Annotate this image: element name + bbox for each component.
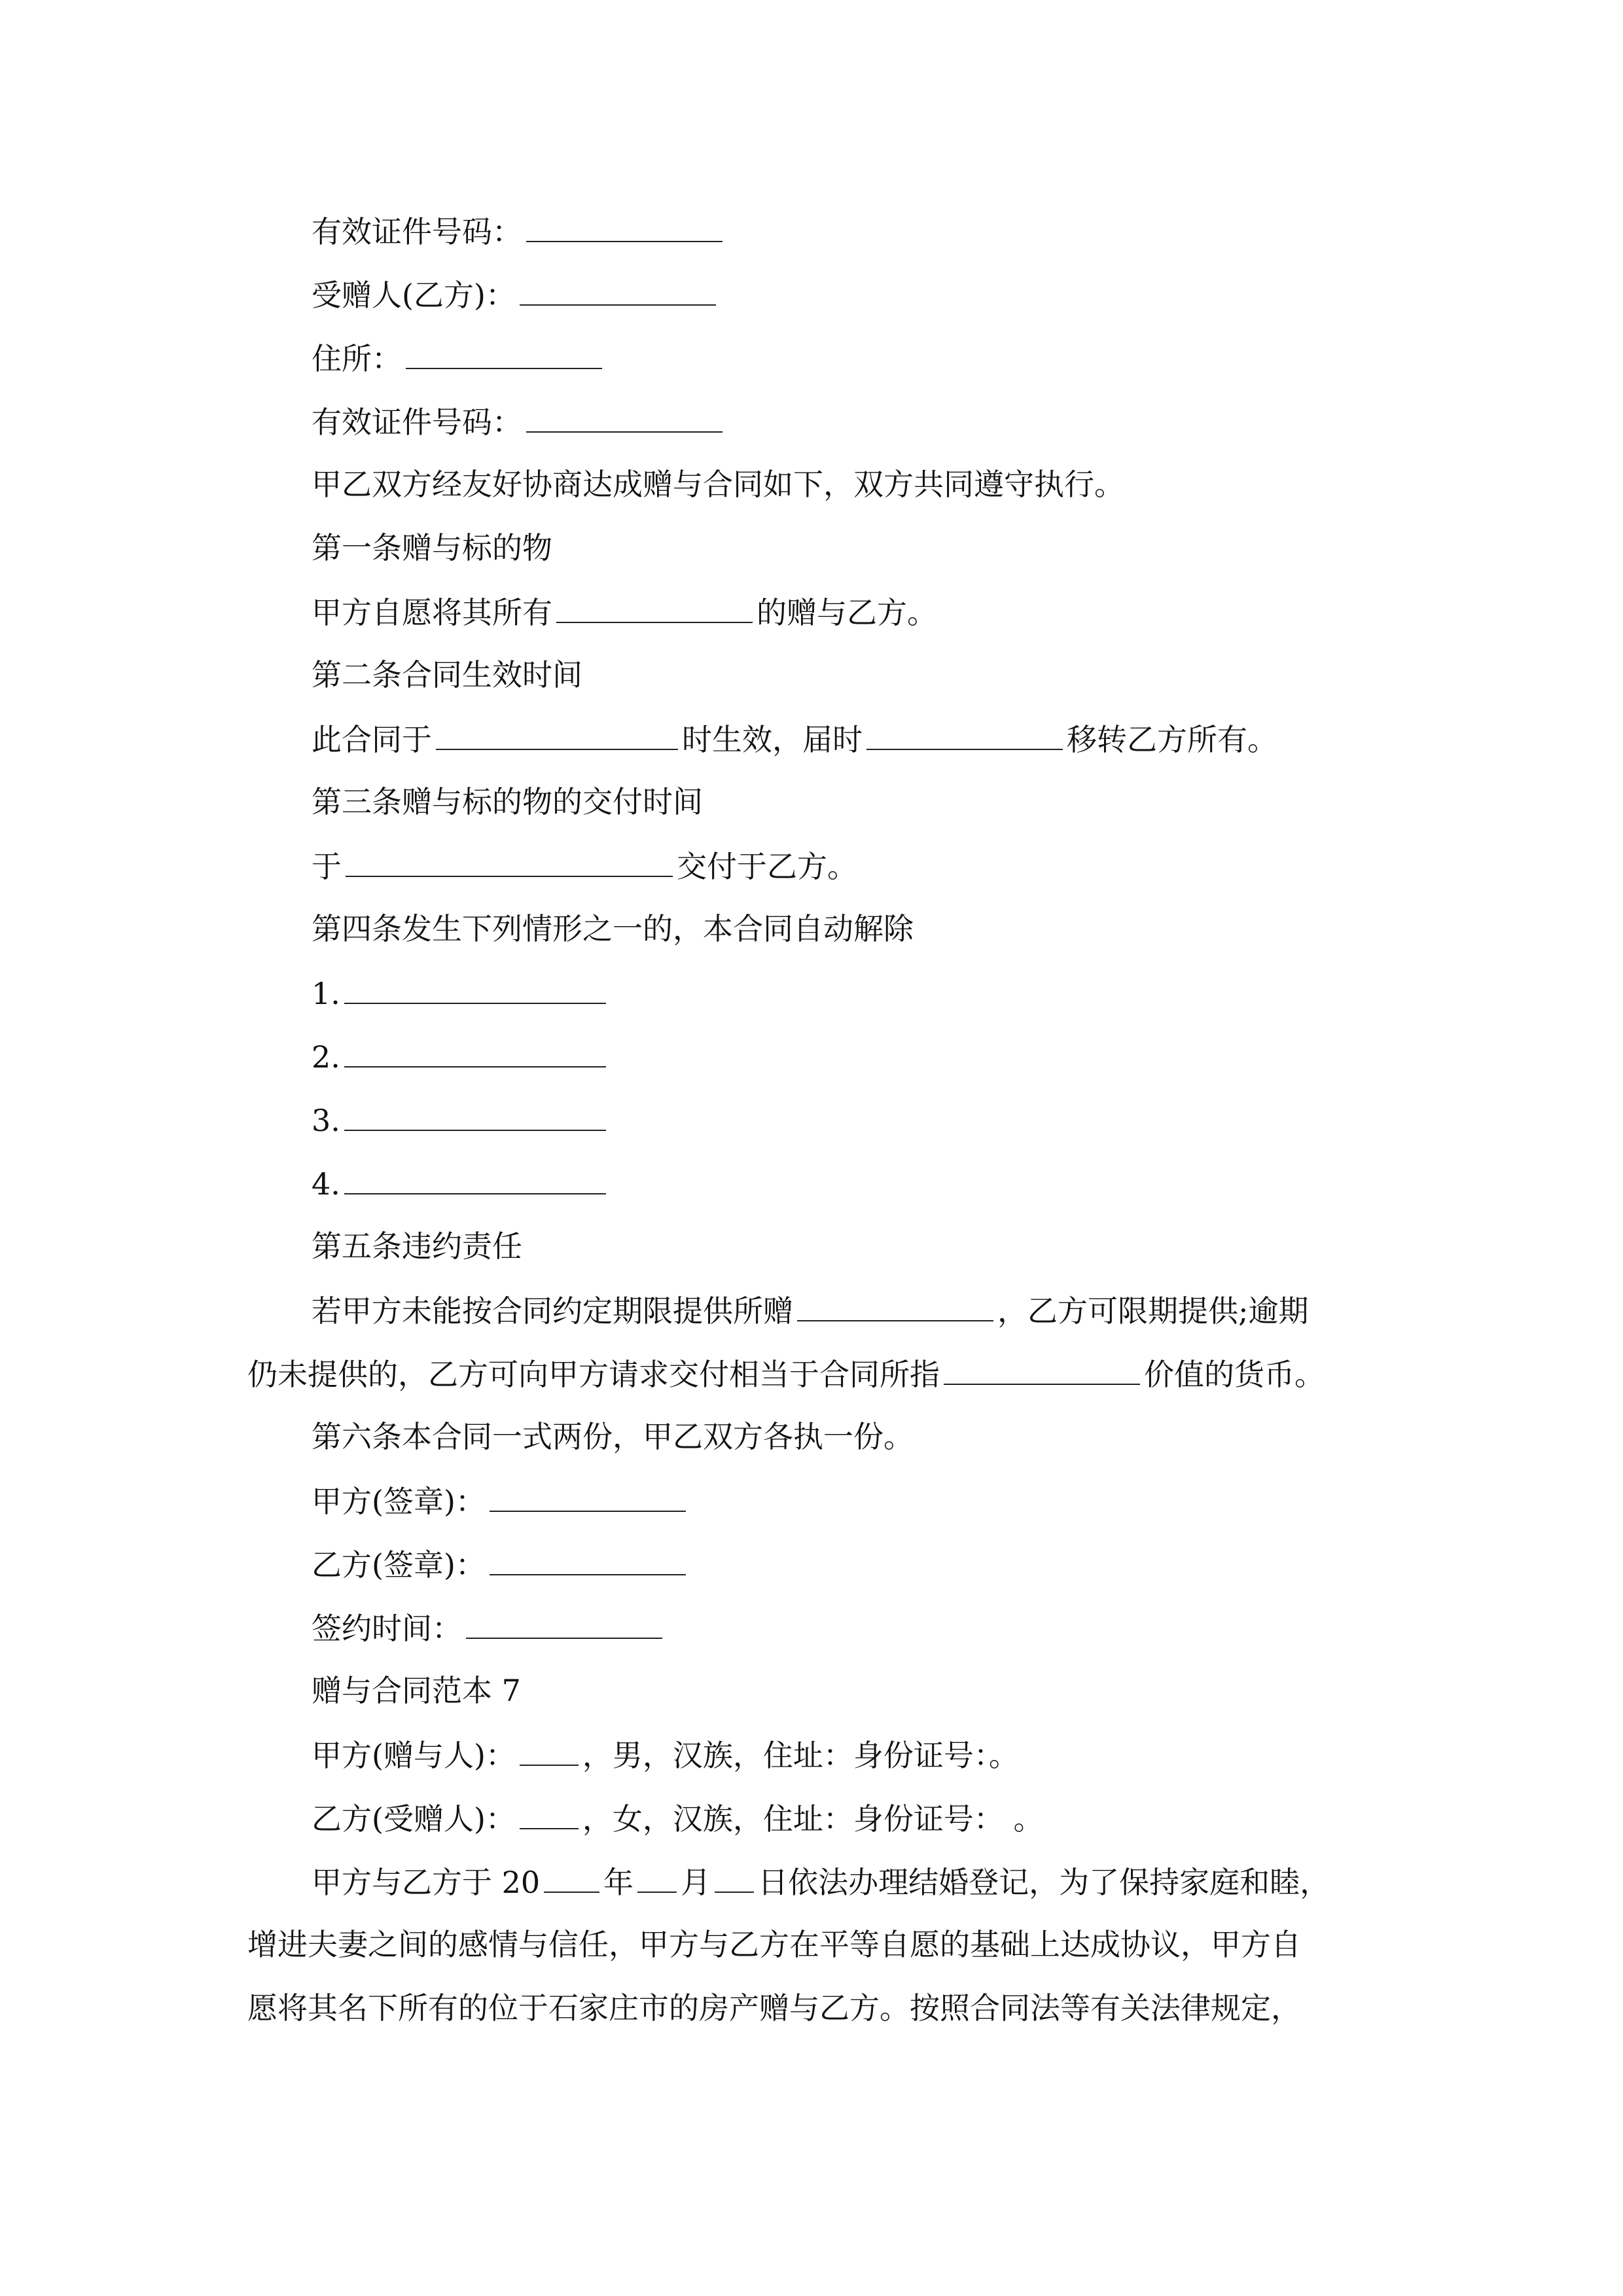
signing-date: 签约时间：: [312, 1607, 666, 1647]
blank-field: [344, 1036, 606, 1067]
line-id-number-donor: 有效证件号码：: [312, 211, 726, 250]
line-id-number-donee: 有效证件号码：: [312, 401, 726, 440]
line-donee: 受赠人(乙方)：: [312, 274, 720, 314]
blank-field: [344, 1163, 606, 1194]
blank-field: [797, 1290, 993, 1321]
blank-field: [544, 1861, 599, 1893]
template-7-body-line-2: 增进夫妻之间的感情与信任，甲方与乙方在平等自愿的基础上达成协议，甲方自: [247, 1927, 1301, 1962]
blank-field: [466, 1607, 662, 1639]
blank-field: [526, 211, 722, 242]
article-4-item-2: 2.: [312, 1036, 610, 1075]
template-7-title: 赠与合同范本 7: [312, 1673, 521, 1708]
article-4-heading: 第四条发生下列情形之一的，本合同自动解除: [312, 911, 914, 946]
article-3-heading: 第三条赠与标的物的交付时间: [312, 784, 703, 819]
article-2-heading: 第二条合同生效时间: [312, 657, 582, 692]
blank-field: [436, 719, 678, 750]
party-a-signature: 甲方(签章)：: [312, 1480, 690, 1520]
blank-field: [944, 1354, 1140, 1385]
blank-field: [344, 1100, 606, 1131]
article-5-body-line-2: 仍未提供的，乙方可向甲方请求交付相当于合同所指 价值的货币。: [247, 1354, 1325, 1393]
article-2-body: 此合同于 时生效，届时 移转乙方所有。: [312, 719, 1277, 758]
blank-field: [520, 274, 716, 306]
line-agreement-intro: 甲乙双方经友好协商达成赠与合同如下，双方共同遵守执行。: [312, 467, 1124, 502]
article-5-heading: 第五条违约责任: [312, 1229, 522, 1264]
blank-field: [866, 719, 1063, 750]
article-3-body: 于 交付于乙方。: [312, 846, 857, 885]
template-7-body-line-3: 愿将其名下所有的位于石家庄市的房产赠与乙方。按照合同法等有关法律规定，: [247, 1990, 1301, 2026]
blank-field: [556, 592, 753, 623]
template-7-party-b: 乙方(受赠人)： ，女，汉族，住址：身份证号： 。: [312, 1798, 1044, 1837]
article-5-body-line-1: 若甲方未能按合同约定期限提供所赠 ，乙方可限期提供;逾期: [312, 1290, 1309, 1329]
template-7-body-line-1: 甲方与乙方于 20 年 月 日依法办理结婚登记，为了保持家庭和睦，: [312, 1861, 1330, 1901]
line-residence: 住所：: [312, 338, 606, 377]
article-4-item-1: 1.: [312, 973, 610, 1012]
blank-field: [520, 1734, 579, 1766]
blank-field: [344, 973, 606, 1004]
party-b-signature: 乙方(签章)：: [312, 1544, 690, 1583]
article-4-item-3: 3.: [312, 1100, 610, 1139]
article-4-item-4: 4.: [312, 1163, 610, 1202]
article-6: 第六条本合同一式两份，甲乙双方各执一份。: [312, 1419, 914, 1454]
article-1-body: 甲方自愿将其所有 的赠与乙方。: [312, 592, 937, 631]
blank-field: [637, 1861, 677, 1893]
blank-field: [346, 846, 673, 877]
blank-field: [490, 1480, 686, 1512]
blank-field: [520, 1798, 579, 1829]
blank-field: [715, 1861, 754, 1893]
blank-field: [526, 401, 722, 433]
blank-field: [490, 1544, 686, 1575]
blank-field: [406, 338, 602, 369]
template-7-party-a: 甲方(赠与人)： ，男，汉族，住址：身份证号：。: [312, 1734, 1019, 1774]
article-1-heading: 第一条赠与标的物: [312, 530, 552, 565]
